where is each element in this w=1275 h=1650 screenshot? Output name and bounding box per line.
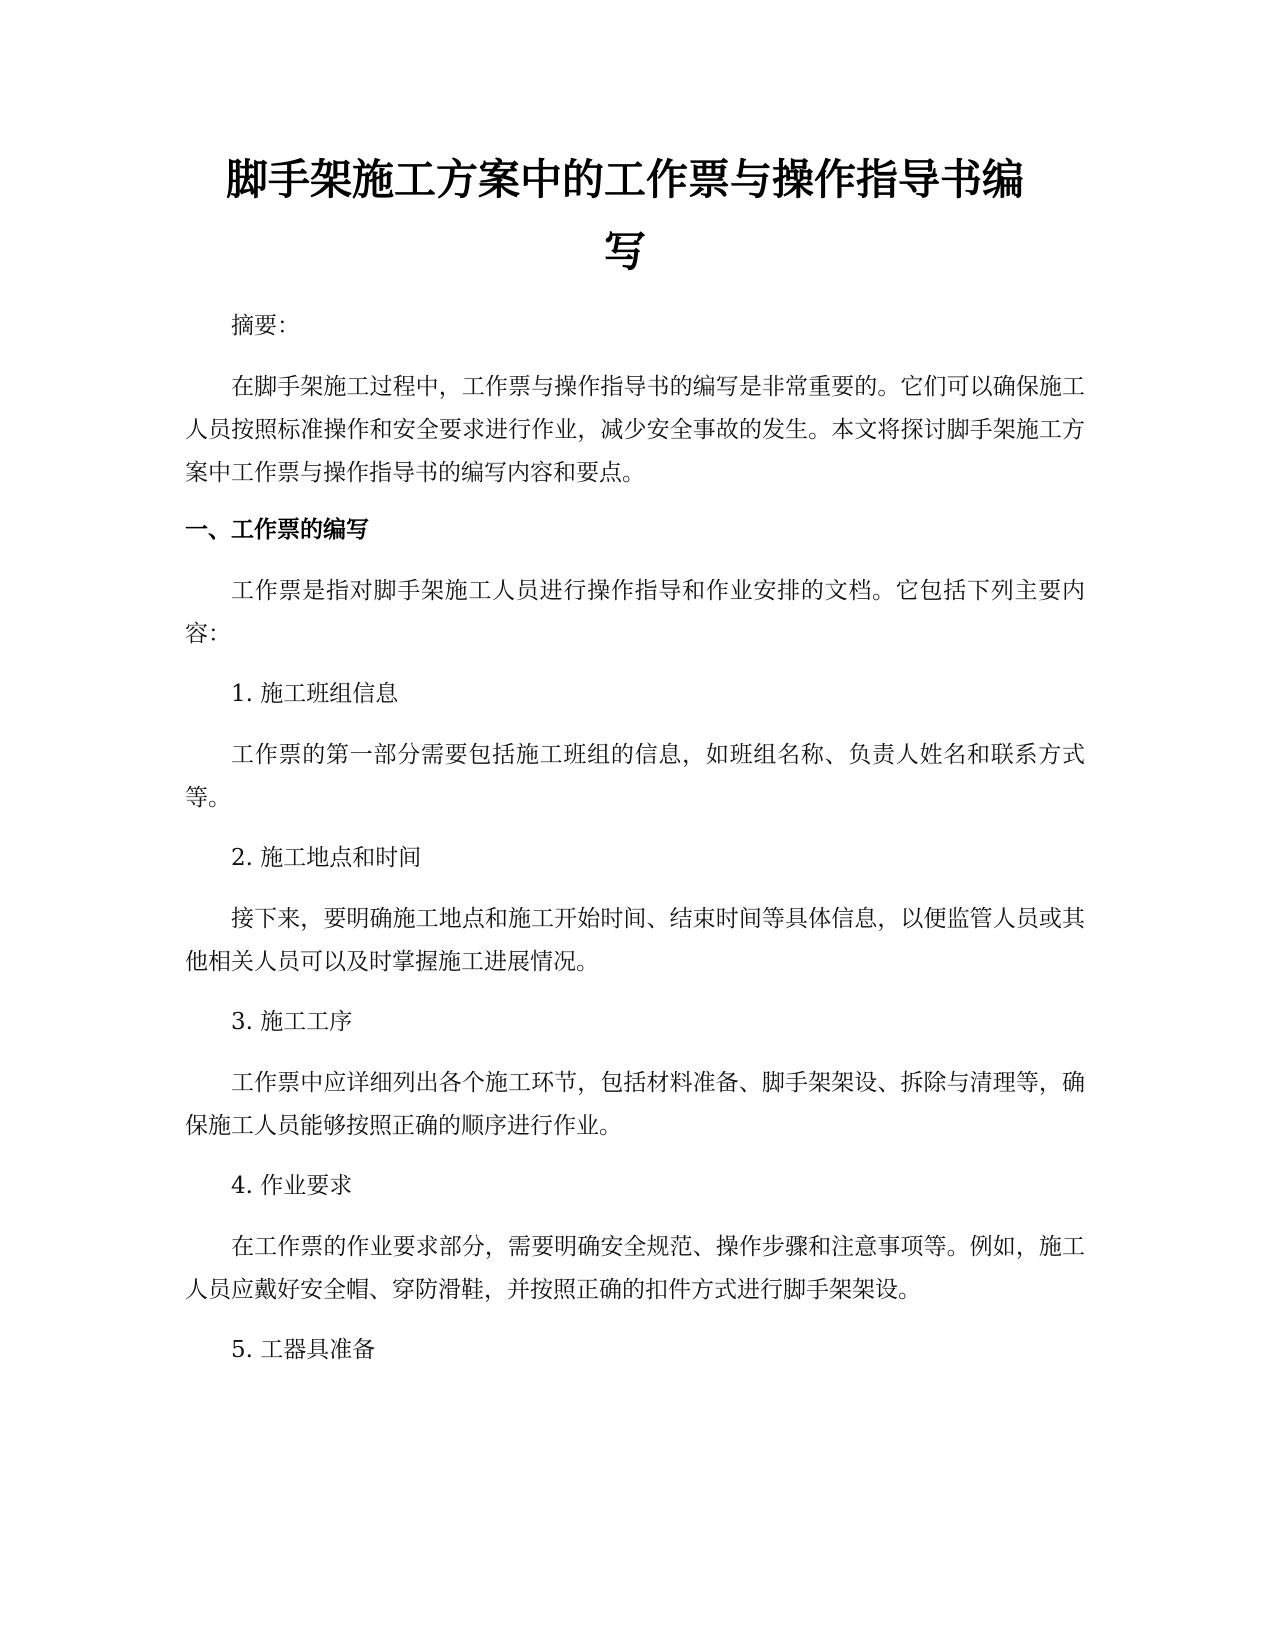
list-item-label: 2. 施工地点和时间 <box>231 845 422 871</box>
list-item-text: 工作票中应详细列出各个施工环节，包括材料准备、脚手架架设、拆除与清理等，确保施工人员能够按照正确的顺序进行作业。 <box>185 1070 1085 1139</box>
document-title-line-2: 写 <box>603 227 646 276</box>
abstract-label: 摘要： <box>231 313 300 339</box>
section-intro-paragraph: 工作票是指对脚手架施工人员进行操作指导和作业安排的文档。它包括下列主要内容： <box>185 578 1085 647</box>
intro-paragraph: 在脚手架施工过程中，工作票与操作指导书的编写是非常重要的。它们可以确保施工人员按照标准操作和安全要求进行作业，减少安全事故的发生。本文将探讨脚手架施工方案中工作票与操作指导书的编写内容和要点。 <box>185 374 1085 486</box>
list-item-label: 5. 工器具准备 <box>231 1337 376 1363</box>
list-item-text: 接下来，要明确施工地点和施工开始时间、结束时间等具体信息，以便监管人员或其他相关人员可以及时掌握施工进展情况。 <box>185 906 1085 975</box>
list-item-text: 在工作票的作业要求部分，需要明确安全规范、操作步骤和注意事项等。例如，施工人员应戴好安全帽、穿防滑鞋，并按照正确的扣件方式进行脚手架架设。 <box>185 1234 1085 1303</box>
list-item-label: 3. 施工工序 <box>231 1009 353 1035</box>
document-title-line-1: 脚手架施工方案中的工作票与操作指导书编 <box>225 155 1024 204</box>
list-item-label: 1. 施工班组信息 <box>231 681 399 707</box>
section-heading-work-ticket: 一、工作票的编写 <box>185 517 369 543</box>
list-item-text: 工作票的第一部分需要包括施工班组的信息，如班组名称、负责人姓名和联系方式等。 <box>185 742 1085 811</box>
list-item-label: 4. 作业要求 <box>231 1173 353 1199</box>
